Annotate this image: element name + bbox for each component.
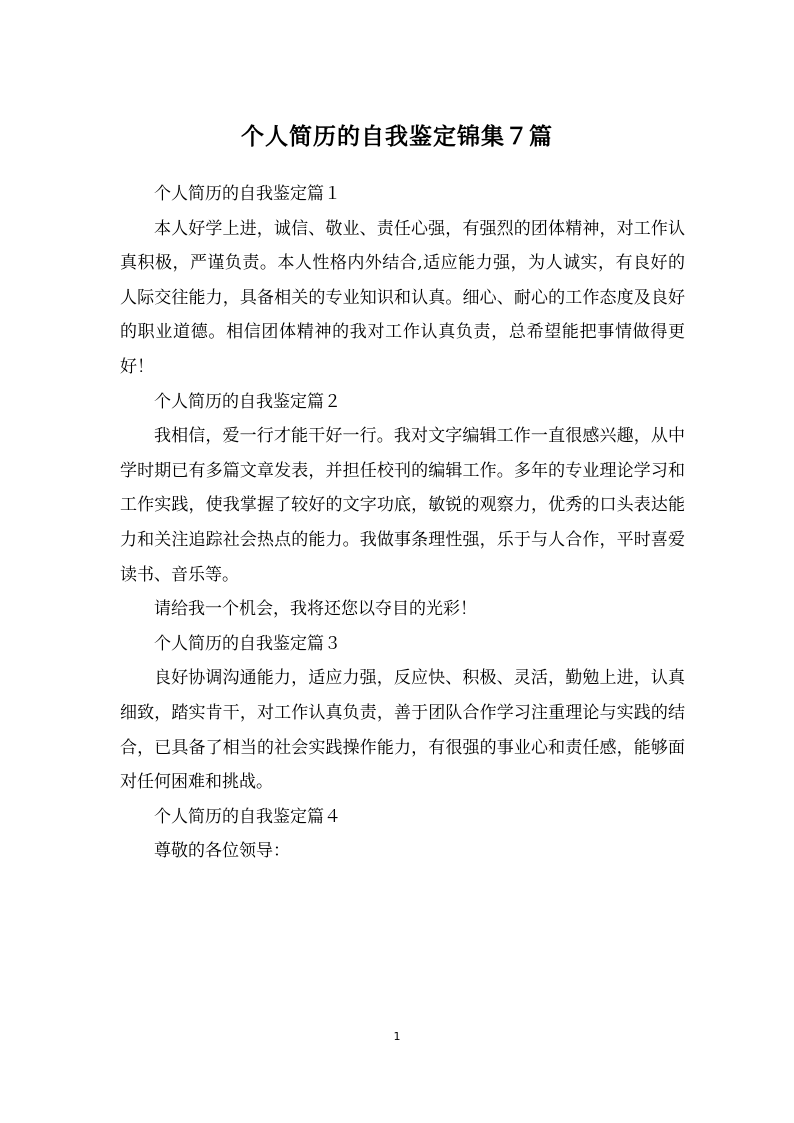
paragraph-4: 良好协调沟通能力，适应力强，反应快、积极、灵活，勤勉上进，认真细致，踏实肯干，对工作认真负责，善于团队合作学习注重理论与实践的结合，已具备了相当的社会实践操作能力，有很强的事业心和责任感，能够面对任何困难和挑战。: [120, 668, 685, 793]
page-number: 1: [393, 1030, 401, 1043]
section-heading-2: 个人简历的自我鉴定篇２: [154, 391, 341, 412]
document-body: [120, 177, 685, 869]
document-title: 个人简历的自我鉴定锦集７篇: [241, 124, 553, 150]
section-heading-4: 个人简历的自我鉴定篇４: [154, 806, 341, 827]
paragraph-5: 尊敬的各位领导：: [154, 841, 290, 862]
section-heading-1: 个人简历的自我鉴定篇１: [154, 184, 341, 204]
paragraph-1: 本人好学上进，诚信、敬业、责任心强，有强烈的团体精神，对工作认真积极，严谨负责。本人性格内外结合,适应能力强，为人诚实，有良好的人际交往能力，具备相关的专业知识和认真。细心、耐心的工作态度及良好的职业道德。相信团体精神的我对工作认真负责，总希望能把事情做得更好！: [120, 218, 685, 377]
paragraph-2: 我相信，爱一行才能干好一行。我对文字编辑工作一直很感兴趣，从中学时期已有多篇文章发表，并担任校刊的编辑工作。多年的专业理论学习和工作实践，使我掌握了较好的文字功底，敏锐的观察力，优秀的口头表达能力和关注追踪社会热点的能力。我做事条理性强，乐于与人合作，平时喜爱读书、音乐等。: [120, 426, 685, 585]
section-heading-3: 个人简历的自我鉴定篇３: [154, 633, 341, 654]
paragraph-3: 请给我一个机会，我将还您以夺目的光彩！: [154, 599, 477, 620]
